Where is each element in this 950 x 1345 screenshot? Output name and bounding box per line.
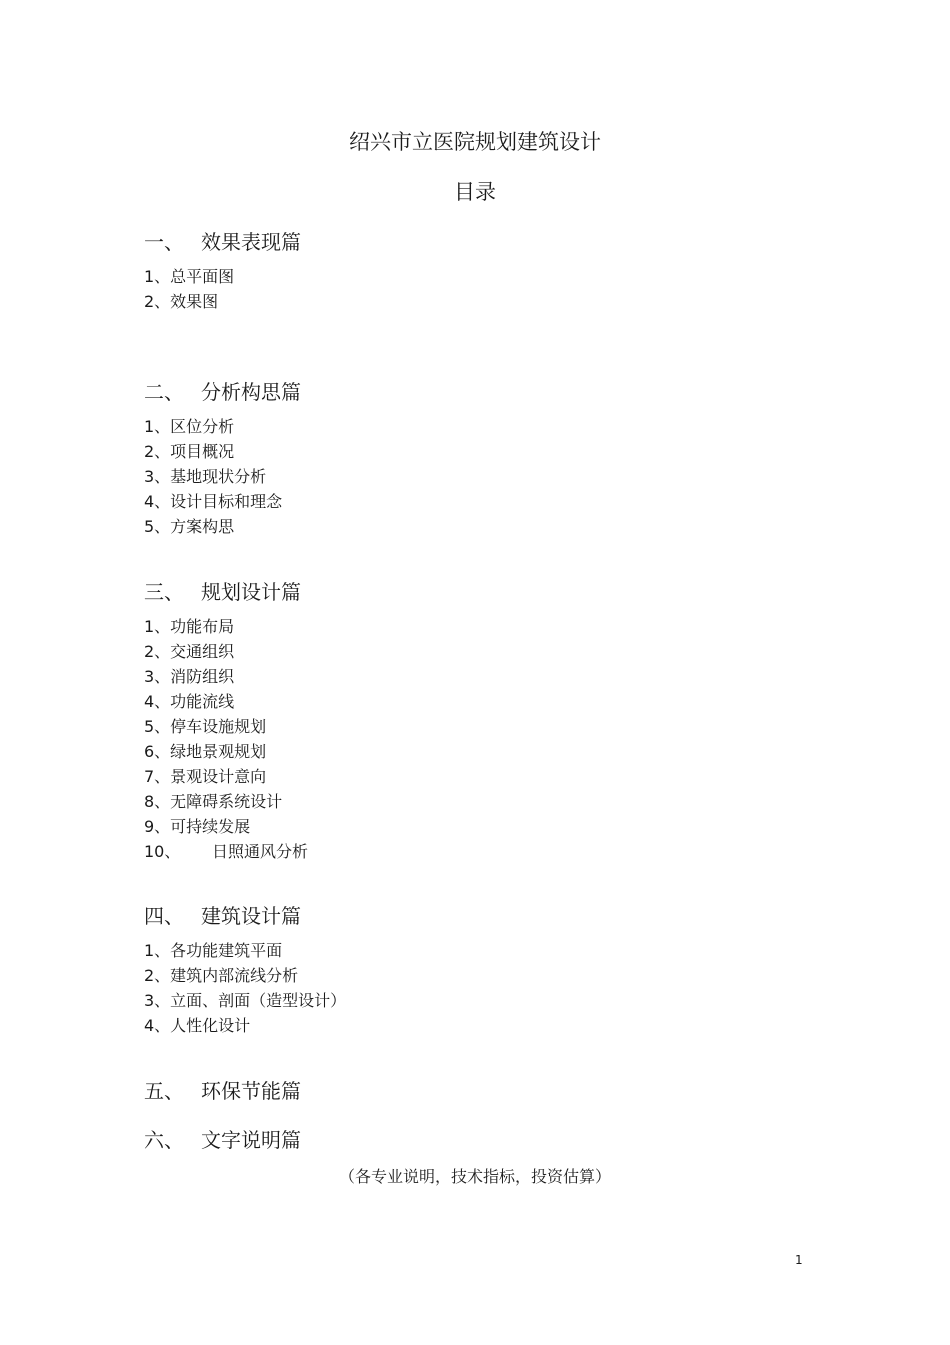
section-title: 分析构思篇: [201, 380, 301, 404]
list-item: 5、停车设施规划: [144, 717, 267, 736]
section-1: [144, 228, 301, 314]
section-number: 六、: [144, 1128, 184, 1152]
list-item: 8、无障碍系统设计: [144, 792, 283, 811]
section-heading: [144, 1126, 301, 1154]
section-number: 四、: [144, 904, 184, 928]
section-title: 规划设计篇: [201, 580, 301, 604]
list-item: [144, 839, 308, 864]
section-items: [144, 614, 308, 864]
toc-heading: 目录: [454, 180, 496, 204]
page-number: 1: [795, 1253, 803, 1267]
list-item: 4、功能流线: [144, 692, 235, 711]
list-item: 2、建筑内部流线分析: [144, 966, 299, 985]
list-item-text: 日照通风分析: [212, 842, 309, 861]
section-items: [144, 414, 301, 539]
list-item: 1、总平面图: [144, 267, 235, 286]
section-5: [144, 1077, 301, 1105]
list-item: 5、方案构思: [144, 517, 235, 536]
section-number: 五、: [144, 1079, 184, 1103]
section-heading: [144, 378, 301, 406]
list-item: 2、效果图: [144, 292, 219, 311]
document-title: 绍兴市立医院规划建筑设计: [349, 130, 601, 154]
section-note: （各专业说明，技术指标，投资估算）: [338, 1167, 611, 1186]
section-6: [144, 1126, 301, 1154]
section-4: [144, 902, 346, 1038]
section-number: 三、: [144, 580, 184, 604]
list-item: 1、功能布局: [144, 617, 235, 636]
section-items: [144, 938, 346, 1038]
section-number: 二、: [144, 380, 184, 404]
list-item: 3、基地现状分析: [144, 467, 267, 486]
section-heading: [144, 1077, 301, 1105]
section-3: [144, 578, 308, 864]
section-title: 效果表现篇: [201, 230, 301, 254]
list-item: 2、项目概况: [144, 442, 235, 461]
list-item: 9、可持续发展: [144, 817, 251, 836]
list-item-number: 10、: [144, 842, 181, 861]
section-items: [144, 264, 301, 314]
section-heading: [144, 578, 308, 606]
section-heading: [144, 228, 301, 256]
list-item: 4、设计目标和理念: [144, 492, 283, 511]
list-item: 1、区位分析: [144, 417, 235, 436]
list-item: 3、消防组织: [144, 667, 235, 686]
section-heading: [144, 902, 346, 930]
list-item: 3、立面、剖面（造型设计）: [144, 991, 347, 1010]
section-title: 建筑设计篇: [201, 904, 301, 928]
list-item: 7、景观设计意向: [144, 767, 267, 786]
list-item: 2、交通组织: [144, 642, 235, 661]
list-item: 6、绿地景观规划: [144, 742, 267, 761]
section-title: 环保节能篇: [201, 1079, 301, 1103]
list-item: 4、人性化设计: [144, 1016, 251, 1035]
section-number: 一、: [144, 230, 184, 254]
list-item: 1、各功能建筑平面: [144, 941, 283, 960]
section-2: [144, 378, 301, 539]
section-title: 文字说明篇: [201, 1128, 301, 1152]
